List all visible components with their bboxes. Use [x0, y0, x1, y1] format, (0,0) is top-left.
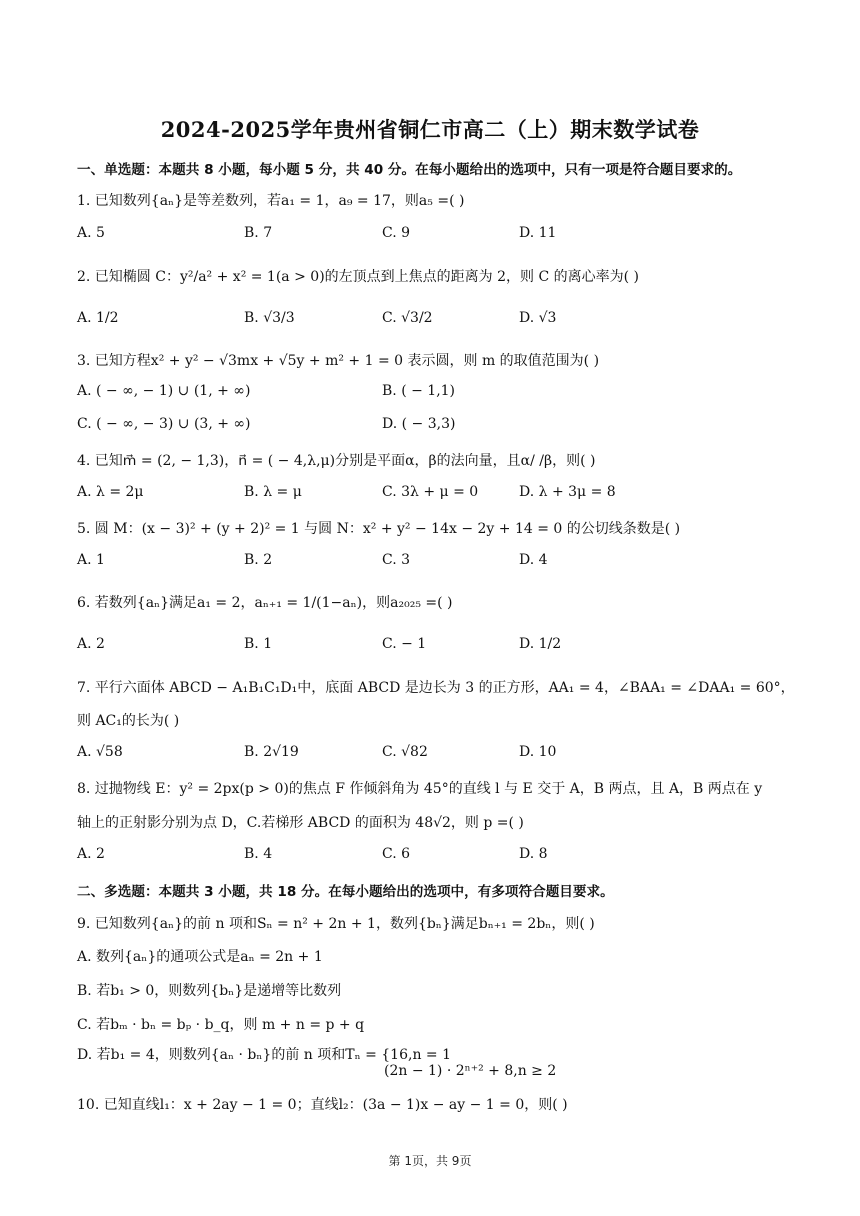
- question-9-stem: 9. 已知数列{aₙ}的前 n 项和Sₙ = n² + 2n + 1，数列{bₙ}满足bₙ₊₁ = 2bₙ，则( ): [77, 916, 595, 932]
- question-4-option-a: A. λ = 2μ: [77, 484, 144, 500]
- question-1-options: [77, 225, 797, 247]
- question-3-option-d: D. ( − 3,3): [382, 416, 456, 432]
- question-5-option-c: C. 3: [382, 552, 411, 568]
- question-2-option-d: D. √3: [519, 310, 557, 326]
- question-8-option-b: B. 4: [244, 846, 273, 862]
- question-1-option-d: D. 11: [519, 225, 557, 241]
- question-5-option-d: D. 4: [519, 552, 548, 568]
- question-7-option-d: D. 10: [519, 744, 557, 760]
- question-6-stem: 6. 若数列{aₙ}满足a₁ = 2，aₙ₊₁ = 1/(1−aₙ)，则a₂₀₂₅ =( ): [77, 595, 453, 611]
- question-2-option-c: C. √3/2: [382, 310, 433, 326]
- section-single-choice-heading: 一、单选题：本题共 8 小题，每小题 5 分，共 40 分。在每小题给出的选项中，只有一项是符合题目要求的。: [77, 162, 742, 178]
- question-3-options-row2: [77, 416, 797, 438]
- question-9-option-c: C. 若bₘ · bₙ = bₚ · b_q，则 m + n = p + q: [77, 1017, 365, 1033]
- question-7-option-a: A. √58: [77, 744, 123, 760]
- question-8-stem-line2: 轴上的正射影分别为点 D，C.若梯形 ABCD 的面积为 48√2，则 p =( ): [77, 815, 524, 831]
- question-2-options: [77, 310, 797, 332]
- question-9-option-d-line2: (2n − 1) · 2ⁿ⁺² + 8,n ≥ 2: [384, 1063, 557, 1079]
- question-2-stem: 2. 已知椭圆 C：y²/a² + x² = 1(a > 0)的左顶点到上焦点的距离为 2，则 C 的离心率为( ): [77, 269, 639, 285]
- question-7-stem-line1: 7. 平行六面体 ABCD − A₁B₁C₁D₁中，底面 ABCD 是边长为 3 的正方形，AA₁ = 4，∠BAA₁ = ∠DAA₁ = 60°，: [77, 680, 795, 696]
- question-3-stem: 3. 已知方程x² + y² − √3mx + √5y + m² + 1 = 0 表示圆，则 m 的取值范围为( ): [77, 353, 600, 369]
- question-5-stem: 5. 圆 M：(x − 3)² + (y + 2)² = 1 与圆 N：x² + y² − 14x − 2y + 14 = 0 的公切线条数是( ): [77, 521, 681, 537]
- question-1-stem: 1. 已知数列{aₙ}是等差数列，若a₁ = 1，a₉ = 17，则a₅ =( ): [77, 193, 465, 209]
- question-4-option-d: D. λ + 3μ = 8: [519, 484, 616, 500]
- question-8-option-d: D. 8: [519, 846, 548, 862]
- question-2-option-a: A. 1/2: [77, 310, 119, 326]
- question-6-option-c: C. − 1: [382, 636, 427, 652]
- question-3-option-b: B. ( − 1,1): [382, 383, 456, 399]
- question-6-option-a: A. 2: [77, 636, 105, 652]
- question-6-option-d: D. 1/2: [519, 636, 562, 652]
- question-3-option-c: C. ( − ∞, − 3) ∪ (3, + ∞): [77, 416, 251, 432]
- exam-title: 2024-2025学年贵州省铜仁市高二（上）期末数学试卷: [160, 117, 700, 142]
- page-footer: 第 1页，共 9页: [388, 1154, 472, 1168]
- question-4-option-b: B. λ = μ: [244, 484, 302, 500]
- question-1-option-b: B. 7: [244, 225, 273, 241]
- question-1-option-a: A. 5: [77, 225, 105, 241]
- question-8-stem-line1: 8. 过抛物线 E：y² = 2px(p > 0)的焦点 F 作倾斜角为 45°的直线 l 与 E 交于 A，B 两点，且 A，B 两点在 y: [77, 781, 763, 797]
- question-5-options: [77, 552, 797, 574]
- question-9-option-a: A. 数列{aₙ}的通项公式是aₙ = 2n + 1: [77, 949, 323, 965]
- question-7-option-c: C. √82: [382, 744, 428, 760]
- question-1-option-c: C. 9: [382, 225, 411, 241]
- question-6-options: [77, 636, 797, 658]
- question-6-option-b: B. 1: [244, 636, 273, 652]
- question-8-option-a: A. 2: [77, 846, 105, 862]
- question-3-option-a: A. ( − ∞, − 1) ∪ (1, + ∞): [77, 383, 251, 399]
- question-4-option-c: C. 3λ + μ = 0: [382, 484, 479, 500]
- question-10-stem: 10. 已知直线l₁：x + 2ay − 1 = 0；直线l₂：(3a − 1)x − ay − 1 = 0，则( ): [77, 1097, 568, 1113]
- question-3-options-row1: [77, 383, 797, 405]
- question-5-option-a: A. 1: [77, 552, 105, 568]
- question-9-option-d-line1: D. 若b₁ = 4，则数列{aₙ · bₙ}的前 n 项和Tₙ = {16,n = 1: [77, 1047, 451, 1063]
- question-5-option-b: B. 2: [244, 552, 273, 568]
- question-8-option-c: C. 6: [382, 846, 411, 862]
- question-8-options: [77, 846, 797, 868]
- question-7-option-b: B. 2√19: [244, 744, 299, 760]
- question-4-options: [77, 484, 797, 506]
- question-7-stem-line2: 则 AC₁的长为( ): [77, 713, 180, 729]
- question-2-option-b: B. √3/3: [244, 310, 295, 326]
- question-7-options: [77, 744, 797, 766]
- question-9-option-b: B. 若b₁ > 0，则数列{bₙ}是递增等比数列: [77, 983, 342, 999]
- question-4-stem: 4. 已知m⃗ = (2, − 1,3)，n⃗ = ( − 4,λ,μ)分别是平面α，β的法向量，且α/ /β，则( ): [77, 453, 596, 469]
- section-multi-choice-heading: 二、多选题：本题共 3 小题，共 18 分。在每小题给出的选项中，有多项符合题目要求。: [77, 884, 614, 900]
